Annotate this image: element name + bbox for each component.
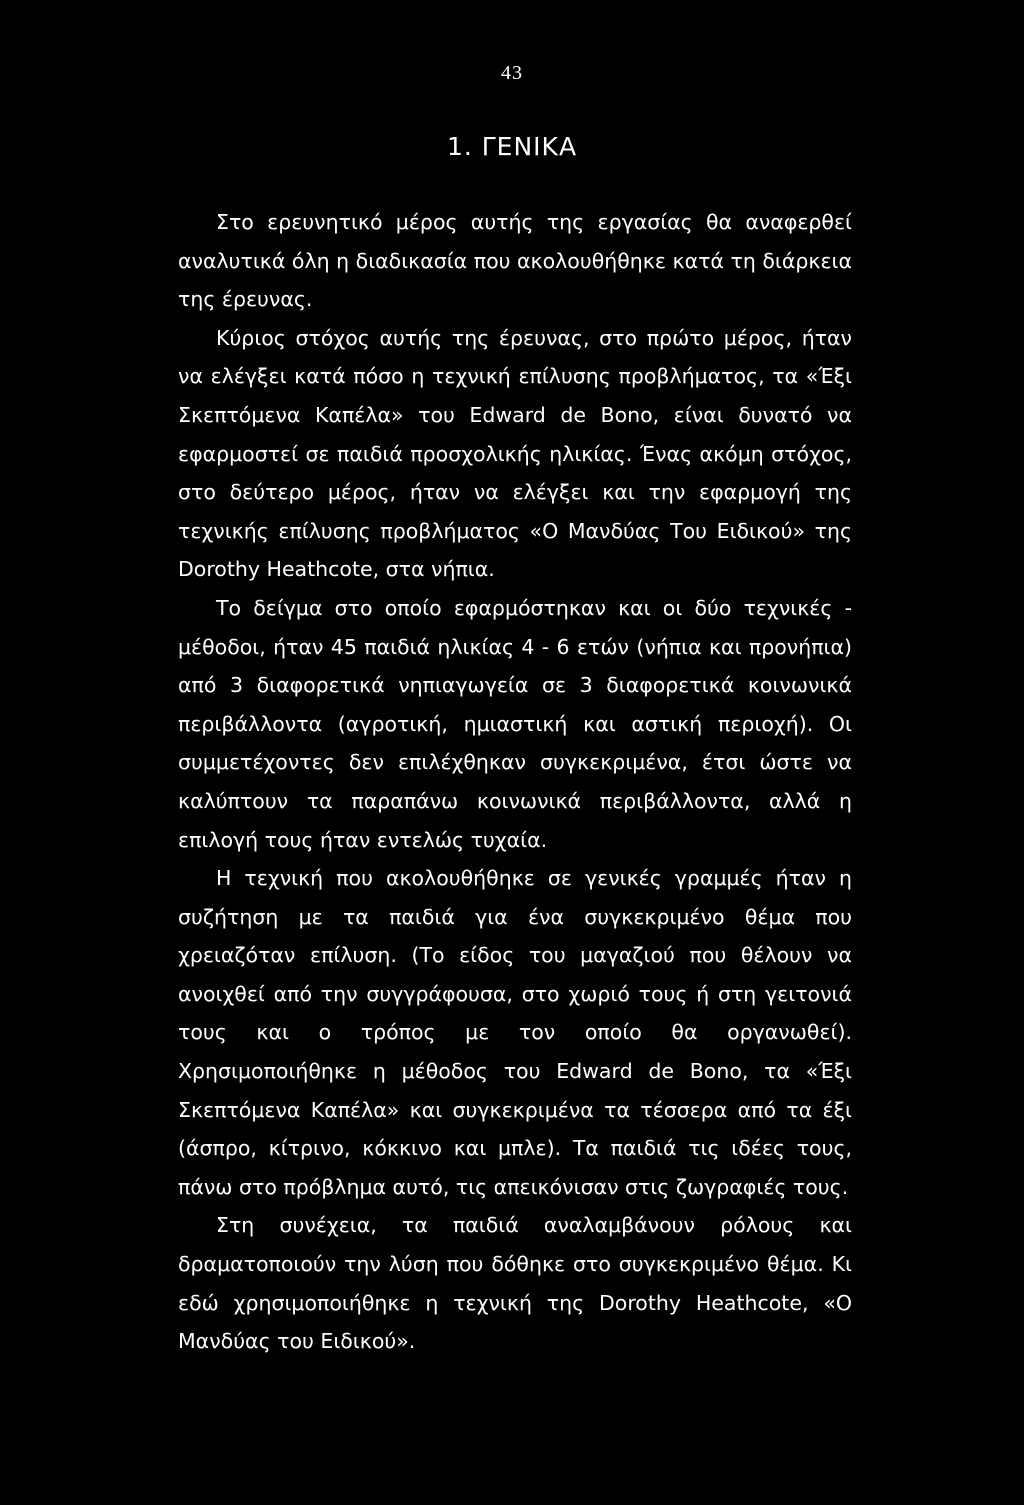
- paragraph-intro: Στο ερευνητικό μέρος αυτής της εργασίας θα αναφερθεί αναλυτικά όλη η διαδικασία που ακολουθήθηκε κατά τη διάρκεια της έρευνας.: [178, 210, 852, 312]
- body-text: [178, 203, 852, 1361]
- paragraph-main-goal: Κύριος στόχος αυτής της έρευνας, στο πρώτο μέρος, ήταν να ελέγξει κατά πόσο η τεχνική επίλυσης προβλήματος, τα «Έξι Σκεπτόμενα Καπέλα» του Edward de Bono, είναι δυνατό να εφαρμοστεί σε παιδιά προσχολικής ηλικίας. Ένας ακόμη στόχος, στο δεύτερο μέρος, ήταν να ελέγξει και την εφαρμογή της τεχνικής επίλυσης προβλήματος «Ο Μανδύας Του Ειδικού» της Dorothy Heathcote, στα νήπια.: [178, 325, 852, 582]
- page-number: 43: [501, 62, 523, 84]
- paragraph-dramatization: Στη συνέχεια, τα παιδιά αναλαμβάνουν ρόλους και δραματοποιούν την λύση που δόθηκε στο συγκεκριμένο θέμα. Κι εδώ χρησιμοποιήθηκε η τεχνική της Dorothy Heathcote, «Ο Μανδύας του Ειδικού».: [178, 1213, 852, 1354]
- paragraph-technique: Η τεχνική που ακολουθήθηκε σε γενικές γραμμές ήταν η συζήτηση με τα παιδιά για ένα συγκεκριμένο θέμα που χρειαζόταν επίλυση. (Το είδος του μαγαζιού που θέλουν να ανοιχθεί από την συγγράφουσα, στο χωριό τους ή στη γειτονιά τους και ο τρόπος με τον οποίο θα οργανωθεί). Χρησιμοποιήθηκε η μέθοδος του Edward de Bono, τα «Έξι Σκεπτόμενα Καπέλα» και συγκεκριμένα τα τέσσερα από τα έξι (άσπρο, κίτρινο, κόκκινο και μπλε). Τα παιδιά τις ιδέες τους, πάνω στο πρόβλημα αυτό, τις απεικόνισαν στις ζωγραφιές τους.: [178, 866, 852, 1199]
- section-heading: 1. ΓΕΝΙΚΑ: [446, 132, 578, 161]
- paragraph-sample: Το δείγμα στο οποίο εφαρμόστηκαν και οι δύο τεχνικές - μέθοδοι, ήταν 45 παιδιά ηλικίας 4 - 6 ετών (νήπια και προνήπια) από 3 διαφορετικά νηπιαγωγεία σε 3 διαφορετικά κοινωνικά περιβάλλοντα (αγροτική, ημιαστική και αστική περιοχή). Οι συμμετέχοντες δεν επιλέχθηκαν συγκεκριμένα, έτσι ώστε να καλύπτουν τα παραπάνω κοινωνικά περιβάλλοντα, αλλά η επιλογή τους ήταν εντελώς τυχαία.: [178, 595, 852, 852]
